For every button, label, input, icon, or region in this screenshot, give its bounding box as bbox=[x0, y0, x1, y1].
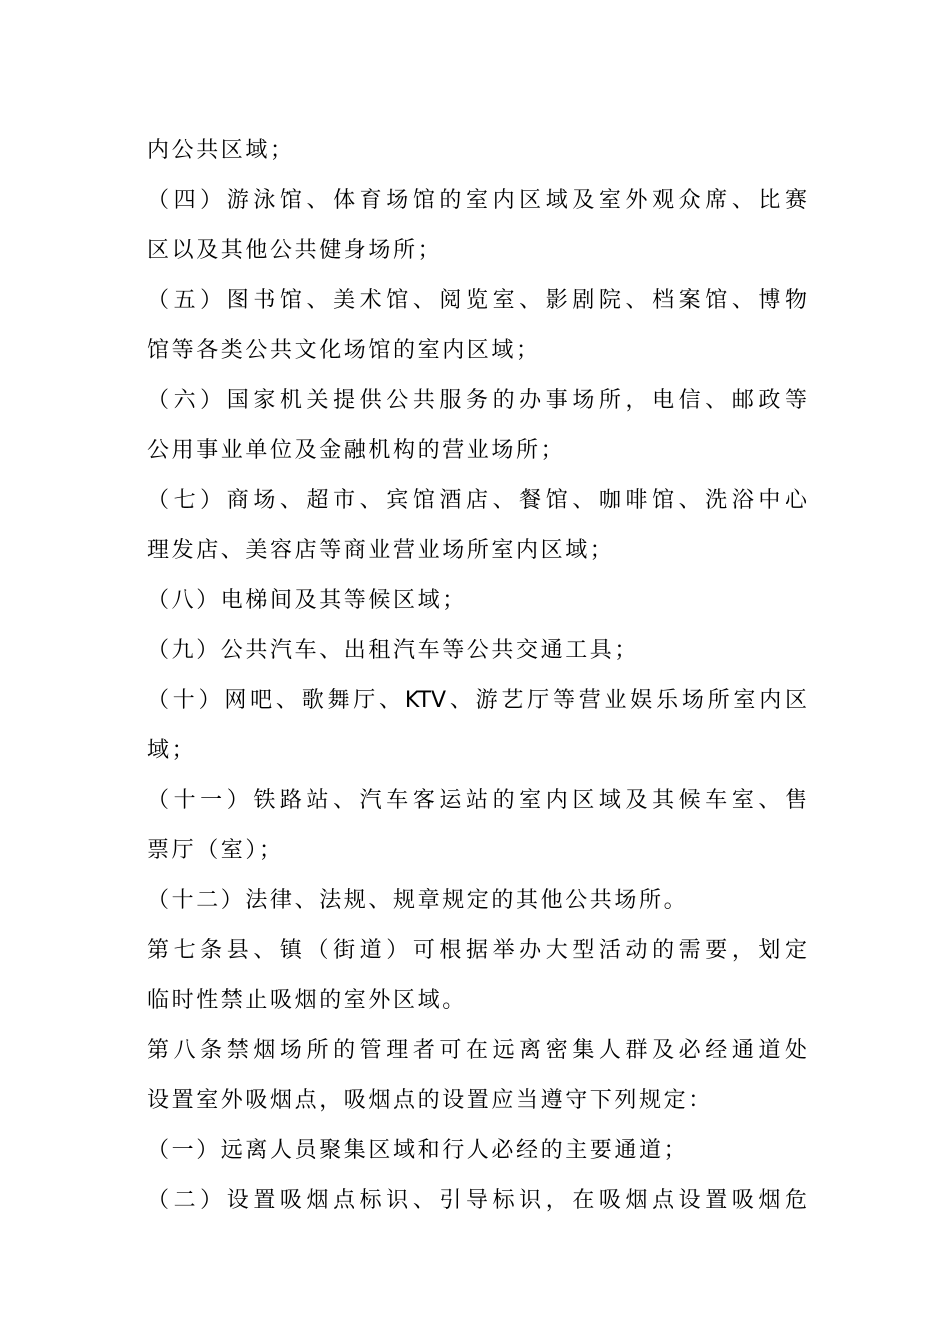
text-line: 第八条禁烟场所的管理者可在远离密集人群及必经通道处 bbox=[147, 1038, 807, 1063]
text-line: （十）网吧、歌舞厅、KTV、游艺厅等营业娱乐场所室内区 bbox=[147, 688, 807, 713]
text-line: （一）远离人员聚集区域和行人必经的主要通道； bbox=[147, 1138, 689, 1163]
text-line: 临时性禁止吸烟的室外区域。 bbox=[147, 988, 467, 1013]
text-line: 票厅（室）； bbox=[147, 838, 284, 863]
text-line: 理发店、美容店等商业营业场所室内区域； bbox=[147, 538, 615, 563]
text-line: （九）公共汽车、出租汽车等公共交通工具； bbox=[147, 638, 640, 663]
text-line: 内公共区域； bbox=[147, 138, 295, 163]
text-line: 馆等各类公共文化场馆的室内区域； bbox=[147, 338, 541, 363]
text-line: （六）国家机关提供公共服务的办事场所，电信、邮政等 bbox=[147, 388, 807, 413]
text-line: （十二）法律、法规、规章规定的其他公共场所。 bbox=[147, 888, 689, 913]
text-line: （四）游泳馆、体育场馆的室内区域及室外观众席、比赛 bbox=[147, 188, 807, 213]
text-line: 域； bbox=[147, 738, 197, 763]
text-line: 区以及其他公共健身场所； bbox=[147, 238, 443, 263]
text-line: （十一）铁路站、汽车客运站的室内区域及其候车室、售 bbox=[147, 788, 807, 813]
text-line: （五）图书馆、美术馆、阅览室、影剧院、档案馆、博物 bbox=[147, 288, 807, 313]
text-line: 第七条县、镇（街道）可根据举办大型活动的需要，划定 bbox=[147, 938, 807, 963]
text-line: （二）设置吸烟点标识、引导标识，在吸烟点设置吸烟危 bbox=[147, 1188, 807, 1213]
text-line: （七）商场、超市、宾馆酒店、餐馆、咖啡馆、洗浴中心 bbox=[147, 488, 807, 513]
text-line: 设置室外吸烟点，吸烟点的设置应当遵守下列规定： bbox=[147, 1088, 713, 1113]
text-line: （八）电梯间及其等候区域； bbox=[147, 588, 467, 613]
text-line: 公用事业单位及金融机构的营业场所； bbox=[147, 438, 566, 463]
